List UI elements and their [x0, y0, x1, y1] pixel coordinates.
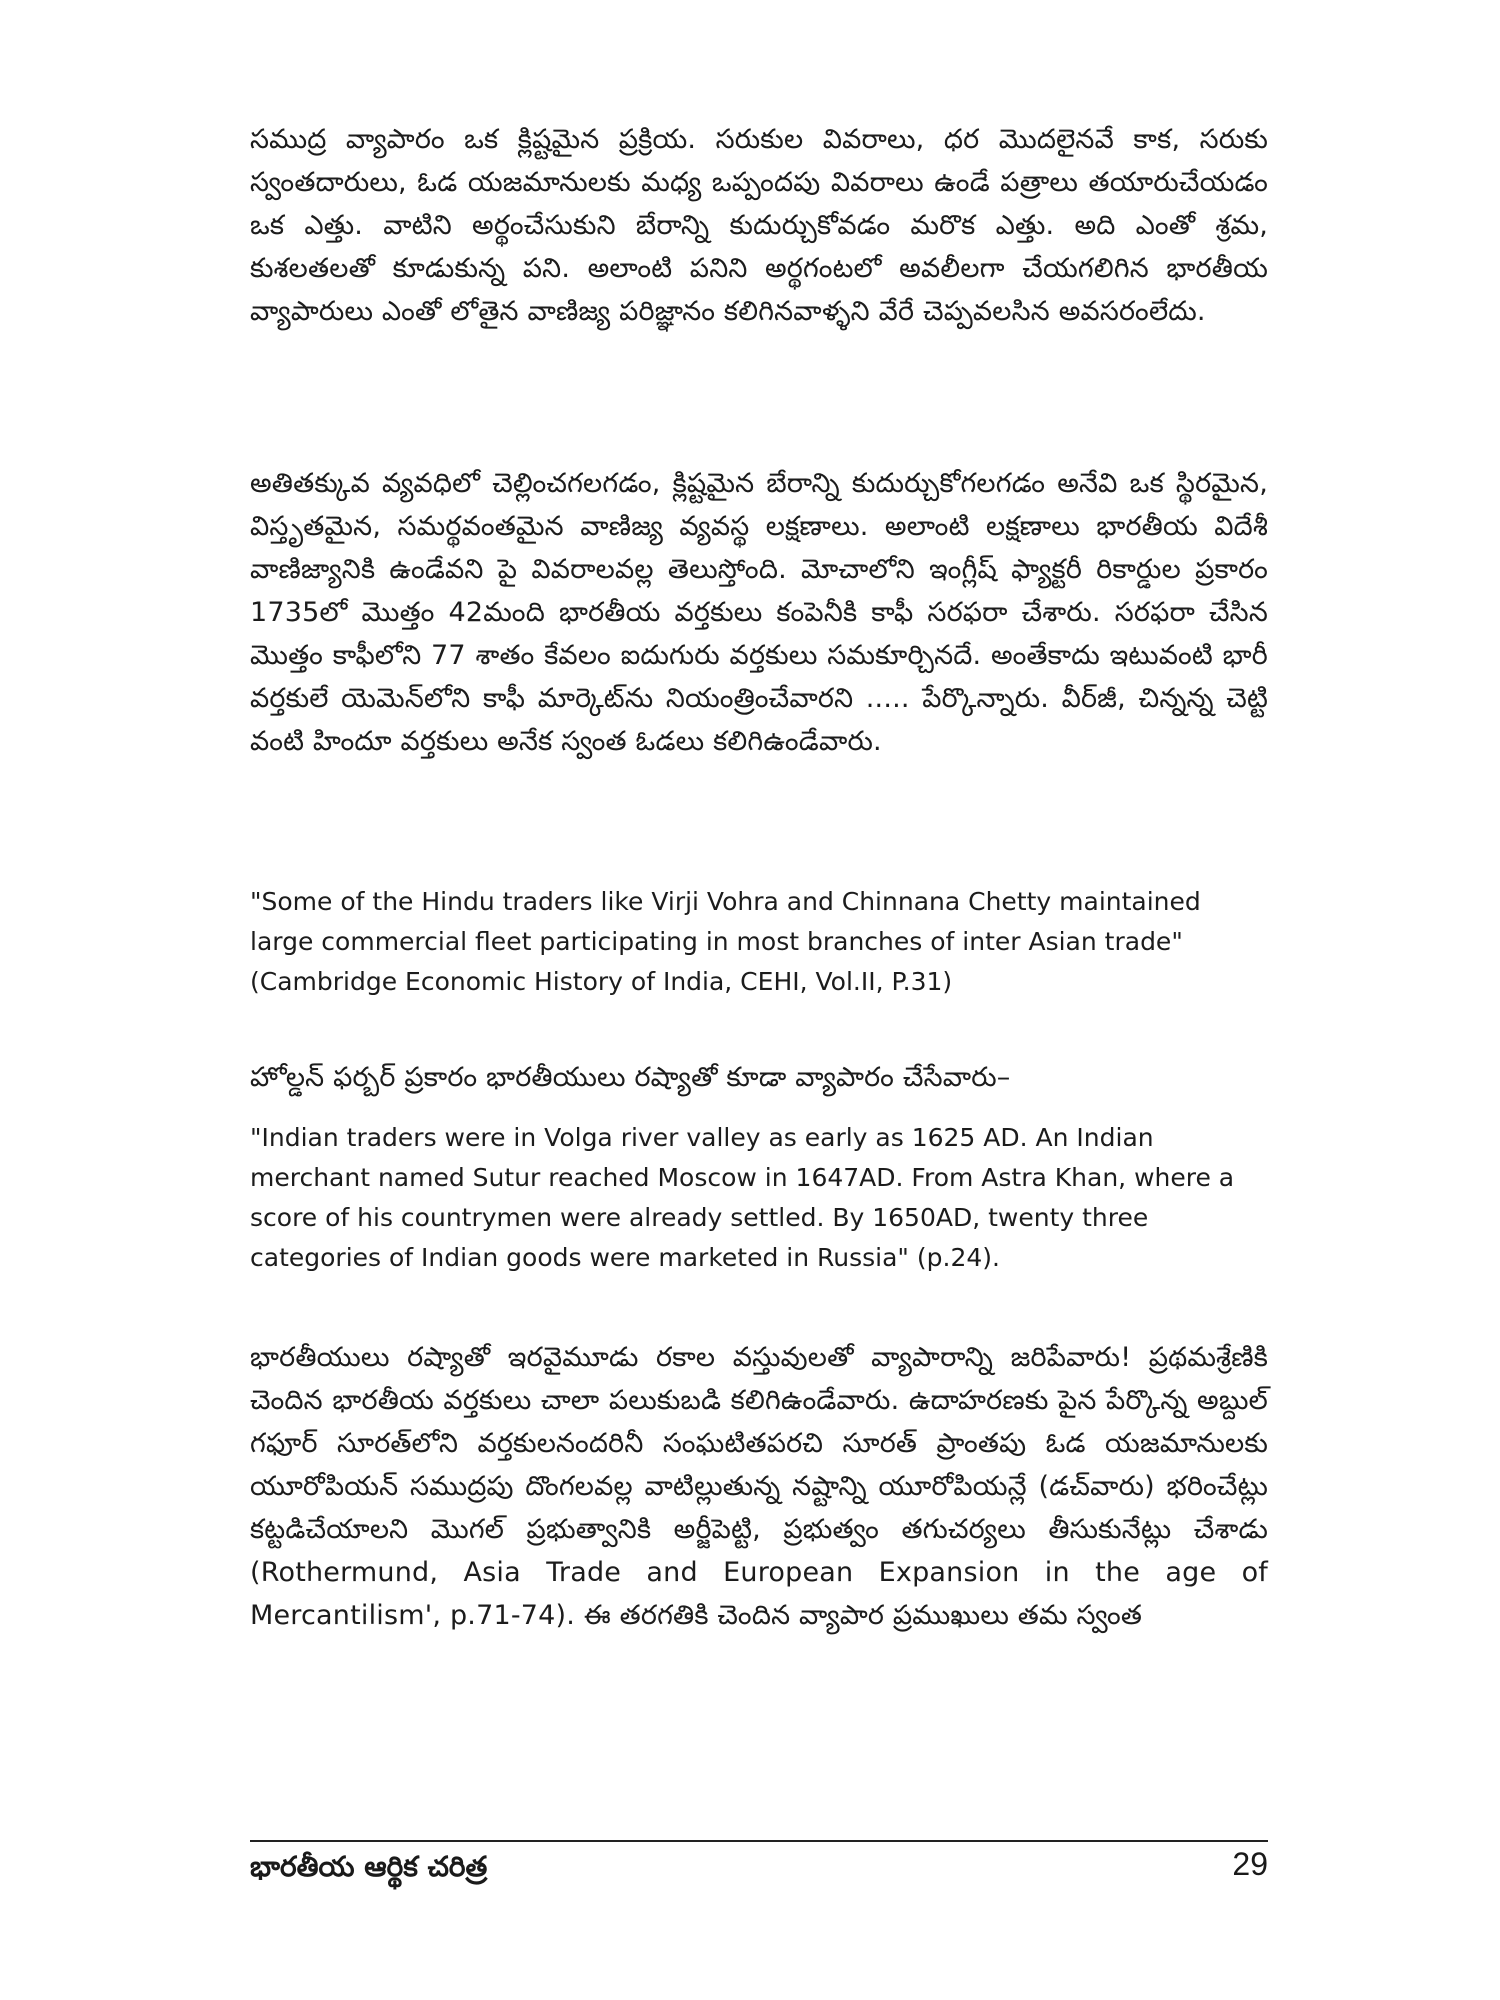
page-number: 29 — [1232, 1846, 1268, 1882]
footer-book-title: భారతీయ ఆర్థిక చరిత్ర — [250, 1850, 488, 1883]
paragraph-traders-influence: భారతీయులు రష్యాతో ఇరవైమూడు రకాల వస్తువులతో వ్యాపారాన్ని జరిపేవారు! ప్రథమశ్రేణికి చెందిన భారతీయ వర్తకులు చాలా పలుకుబడి కలిగిఉండేవారు. ఉదాహరణకు పైన పేర్కొన్న అబ్దుల్ గఫూర్ సూరత్‌లోని వర్తకులనందరినీ సంఘటితపరచి సూరత్ ప్రాంతపు ఓడ యజమానులకు యూరోపియన్ సముద్రపు దొంగలవల్ల వాటిల్లుతున్న నష్టాన్ని యూరోపియన్లే (డచ్‌వారు) భరించేట్లు కట్టడిచేయాలని మొగల్ ప్రభుత్వానికి అర్జీపెట్టి, ప్రభుత్వం తగుచర్యలు తీసుకునేట్లు చేశాడు (Rothermund, Asia Trade and European Expansion in the age of Mercantilism', p.71-74). ఈ తరగతికి చెందిన వ్యాపార ప్రముఖులు తమ స్వంత — [250, 1342, 1268, 1631]
paragraph-sea-trade: సముద్ర వ్యాపారం ఒక క్లిష్టమైన ప్రక్రియ. సరుకుల వివరాలు, ధర మొదలైనవే కాక, సరుకు స్వంతదారులు, ఓడ యజమానులకు మధ్య ఒప్పందపు వివరాలు ఉండే పత్రాలు తయారుచేయడం ఒక ఎత్తు. వాటిని అర్థంచేసుకుని బేరాన్ని కుదుర్చుకోవడం మరొక ఎత్తు. అది ఎంతో శ్రమ, కుశలతలతో కూడుకున్న పని. అలాంటి పనిని అర్థగంటలో అవలీలగా చేయగలిగిన భారతీయ వ్యాపారులు ఎంతో లోతైన వాణిజ్య పరిజ్ఞానం కలిగినవాళ్ళని వేరే చెప్పవలసిన అవసరంలేదు. — [250, 124, 1268, 327]
page-body — [250, 118, 1268, 1878]
footer-divider — [250, 1840, 1268, 1842]
quote-volga: "Indian traders were in Volga river valley as early as 1625 AD. An Indian merchant named Sutur reached Moscow in 1647AD. From Astra Khan, where a score of his countrymen were already settled. By 1650AD, twenty three categories of Indian goods were marketed in Russia" (p.24). — [250, 1123, 1235, 1272]
quote-cambridge: "Some of the Hindu traders like Virji Vohra and Chinnana Chetty maintained large commercial fleet participating in most branches of inter Asian trade" (Cambridge Economic History of India, CEHI, Vol.II, P.31) — [250, 887, 1201, 996]
paragraph-trade-system: అతితక్కువ వ్యవధిలో చెల్లించగలగడం, క్లిష్టమైన బేరాన్ని కుదుర్చుకోగలగడం అనేవి ఒక స్థిరమైన, విస్తృతమైన, సమర్థవంతమైన వాణిజ్య వ్యవస్థ లక్షణాలు. అలాంటి లక్షణాలు భారతీయ విదేశీ వాణిజ్యానికి ఉండేవని పై వివరాలవల్ల తెలుస్తోంది. మోచాలోని ఇంగ్లీష్ ఫ్యాక్టరీ రికార్డుల ప్రకారం 1735లో మొత్తం 42మంది భారతీయ వర్తకులు కంపెనీకి కాఫీ సరఫరా చేశారు. సరఫరా చేసిన మొత్తం కాఫీలోని 77 శాతం కేవలం ఐదుగురు వర్తకులు సమకూర్చినదే. అంతేకాదు ఇటువంటి భారీ వర్తకులే యెమెన్‌లోని కాఫీ మార్కెట్‌ను నియంత్రించేవారని ..... పేర్కొన్నారు. వీర్‌జీ, చిన్నన్న చెట్టి వంటి హిందూ వర్తకులు అనేక స్వంత ఓడలు కలిగిఉండేవారు. — [250, 468, 1268, 757]
paragraph-russia-intro: హోల్డన్ ఫర్బర్ ప్రకారం భారతీయులు రష్యాతో కూడా వ్యాపారం చేసేవారు– — [250, 1062, 1011, 1093]
